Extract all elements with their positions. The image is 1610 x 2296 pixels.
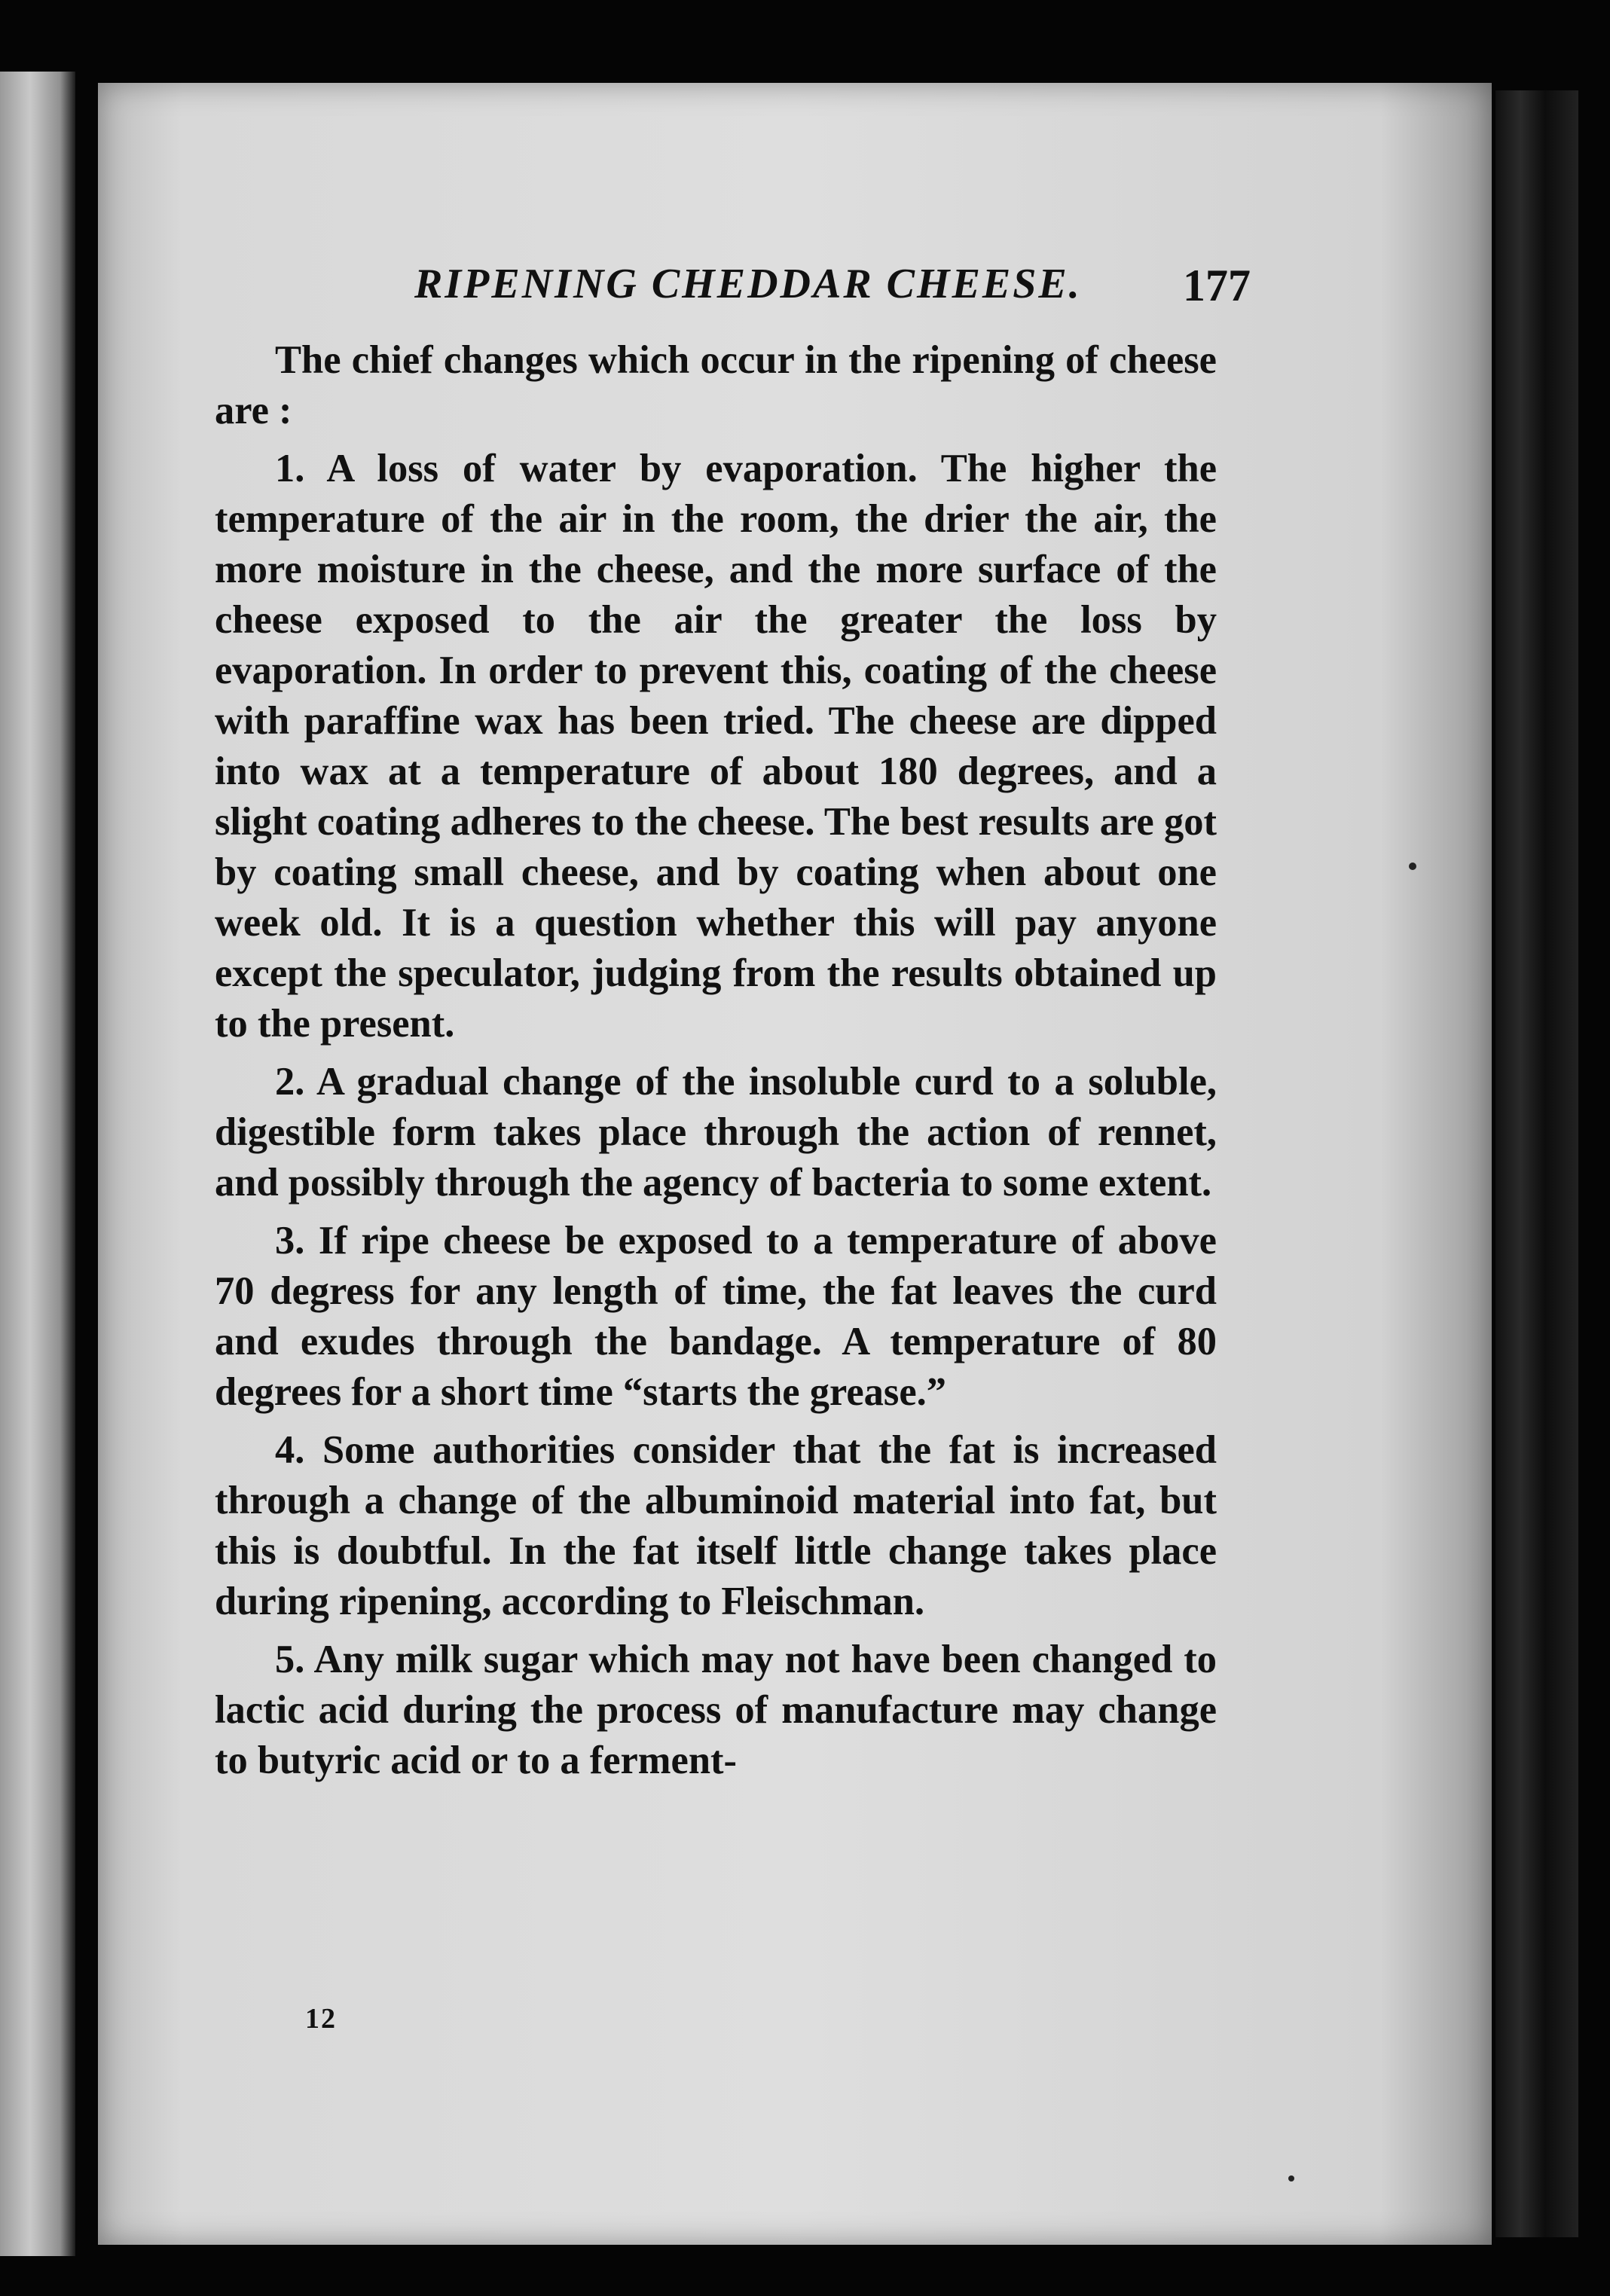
dust-speck bbox=[1288, 2175, 1294, 2182]
paragraph-4: 4. Some authorities consider that the fat is increased through a change of the albuminoid material into fat, but this is doubtful. In the fat itself little change takes place during ripening, according to Fleischman. bbox=[215, 1428, 1217, 1623]
paragraph-1: 1. A loss of water by evaporation. The higher the temperature of the air in the room, the drier the air, the more moisture in the cheese, and the more surface of the cheese exposed to the air the greater the loss by evaporation. In order to prevent this, coating of the cheese with paraffine wax has been tried. The cheese are dipped into wax at a temperature of about 180 degrees, and a slight coating adheres to the cheese. The best results are got by coating small cheese, and by coating when about one week old. It is a question whether this will pay anyone except the speculator, judging from the results obtained up to the present. bbox=[215, 447, 1217, 1046]
page-header bbox=[414, 260, 1251, 328]
left-page-edge bbox=[0, 72, 75, 2256]
paragraph-intro: The chief changes which occur in the ripening of cheese are : bbox=[215, 338, 1217, 432]
page-number: 177 bbox=[1183, 261, 1251, 310]
dust-speck bbox=[1409, 863, 1416, 870]
paragraph-3: 3. If ripe cheese be exposed to a temperature of above 70 degress for any length of time, the fat leaves the curd and exudes through the bandage. A temperature of 80 degrees for a short time “starts the grease.” bbox=[215, 1219, 1217, 1414]
paragraph-2: 2. A gradual change of the insoluble curd to a soluble, digestible form takes place through the action of rennet, and possibly through the agency of bacteria to some extent. bbox=[215, 1060, 1217, 1204]
right-page-edge bbox=[1495, 90, 1578, 2237]
running-title: RIPENING CHEDDAR CHEESE. bbox=[414, 261, 1082, 307]
signature-mark: 12 bbox=[305, 2003, 337, 2035]
paragraph-5: 5. Any milk sugar which may not have been changed to lactic acid during the process of manufacture may change to butyric acid or to a ferment- bbox=[215, 1638, 1217, 1782]
page-body bbox=[215, 335, 1217, 1786]
